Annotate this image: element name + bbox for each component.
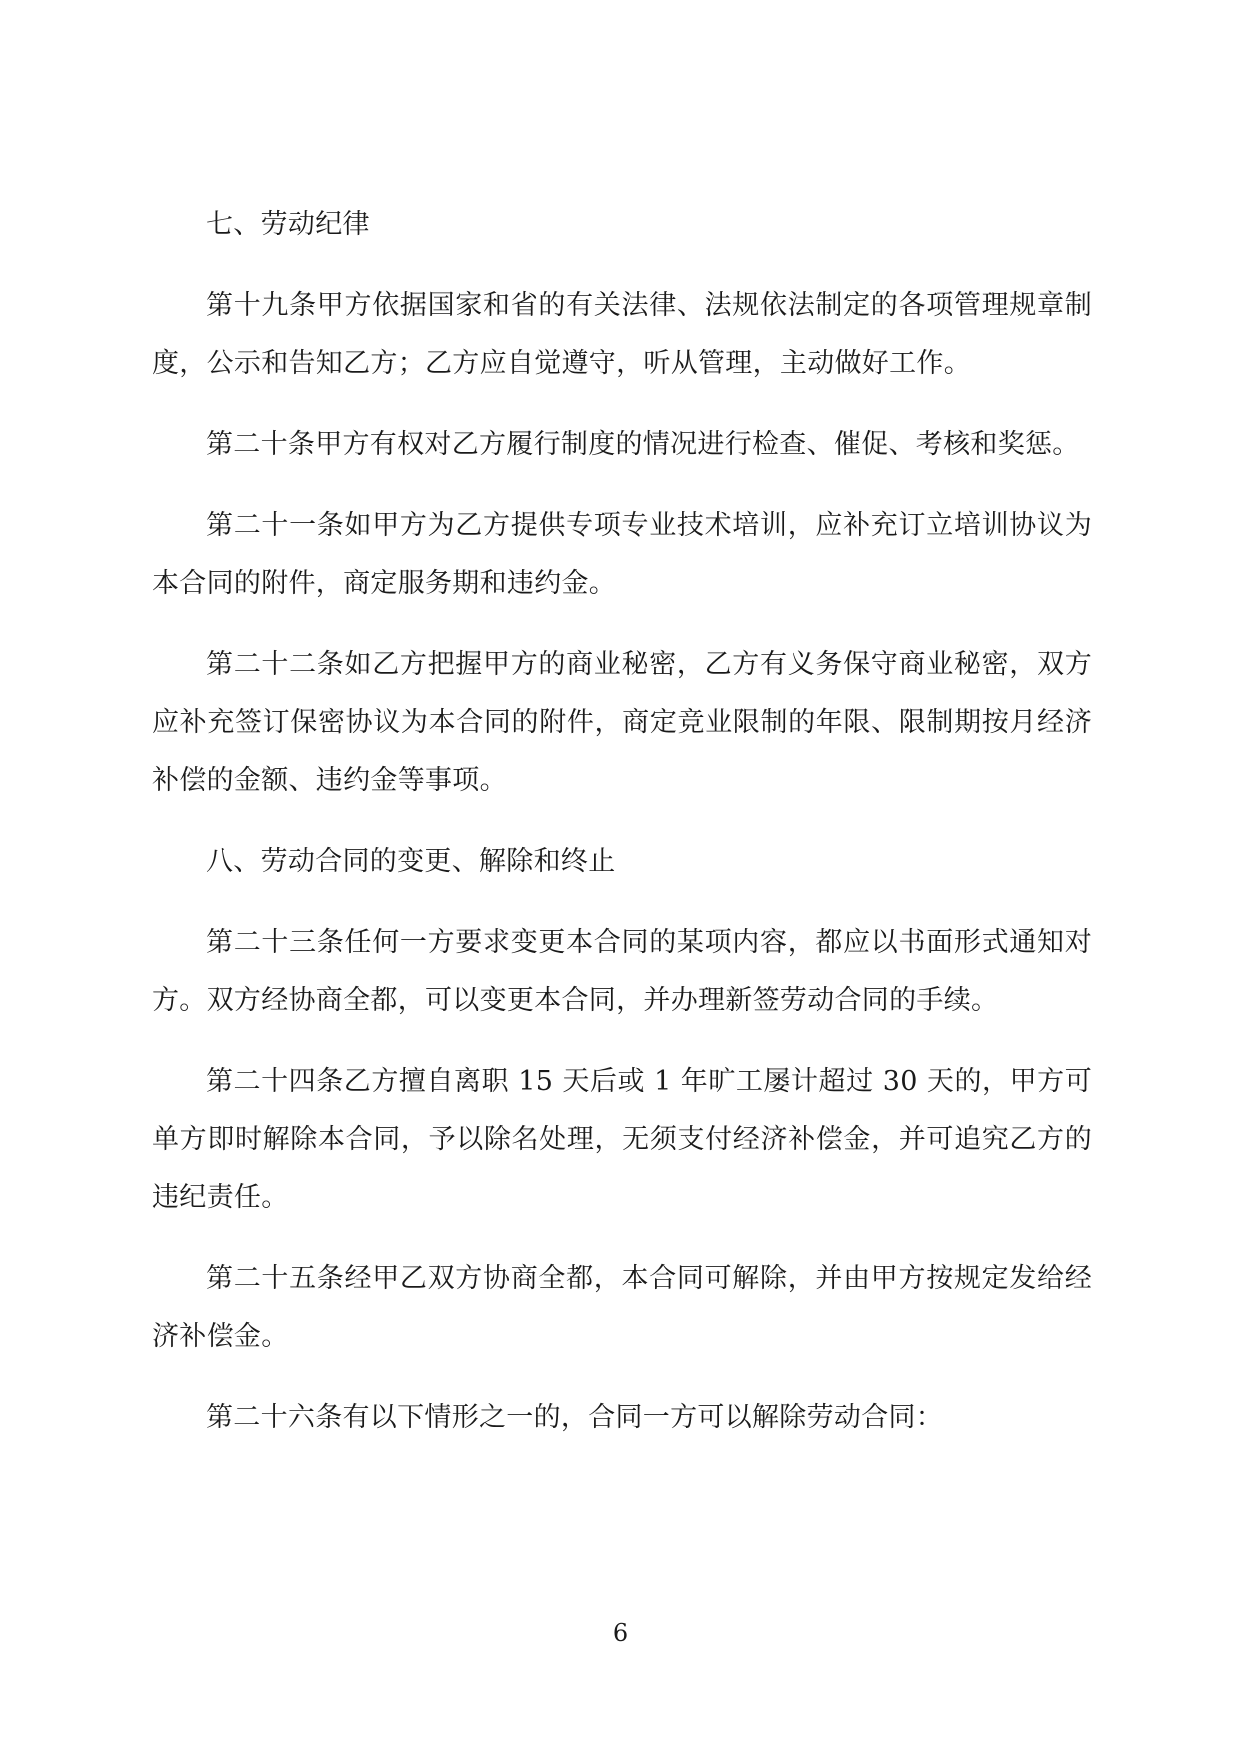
document-body [152,196,1092,1447]
clause-19: 第十九条甲方依据国家和省的有关法律、法规依法制定的各项管理规章制度，公示和告知乙方；乙方应自觉遵守，听从管理，主动做好工作。 [152,290,1092,379]
clause-24: 第二十四条乙方擅自离职 15 天后或 1 年旷工屡计超过 30 天的，甲方可单方即时解除本合同，予以除名处理，无须支付经济补偿金，并可追究乙方的违纪责任。 [152,1066,1092,1213]
clause-25: 第二十五条经甲乙双方协商全都，本合同可解除，并由甲方按规定发给经济补偿金。 [152,1263,1092,1352]
clause-22: 第二十二条如乙方把握甲方的商业秘密，乙方有义务保守商业秘密，双方应补充签订保密协议为本合同的附件，商定竞业限制的年限、限制期按月经济补偿的金额、违约金等事项。 [152,649,1092,796]
clause-21: 第二十一条如甲方为乙方提供专项专业技术培训，应补充订立培训协议为本合同的附件，商定服务期和违约金。 [152,510,1092,599]
clause-20: 第二十条甲方有权对乙方履行制度的情况进行检查、催促、考核和奖惩。 [206,429,1080,460]
clause-23: 第二十三条任何一方要求变更本合同的某项内容，都应以书面形式通知对方。双方经协商全都，可以变更本合同，并办理新签劳动合同的手续。 [152,927,1092,1016]
page-number: 6 [612,1619,629,1647]
section-heading-labor-discipline: 七、劳动纪律 [206,209,370,240]
clause-26: 第二十六条有以下情形之一的，合同一方可以解除劳动合同： [206,1402,944,1433]
section-heading-contract-changes: 八、劳动合同的变更、解除和终止 [206,846,616,877]
